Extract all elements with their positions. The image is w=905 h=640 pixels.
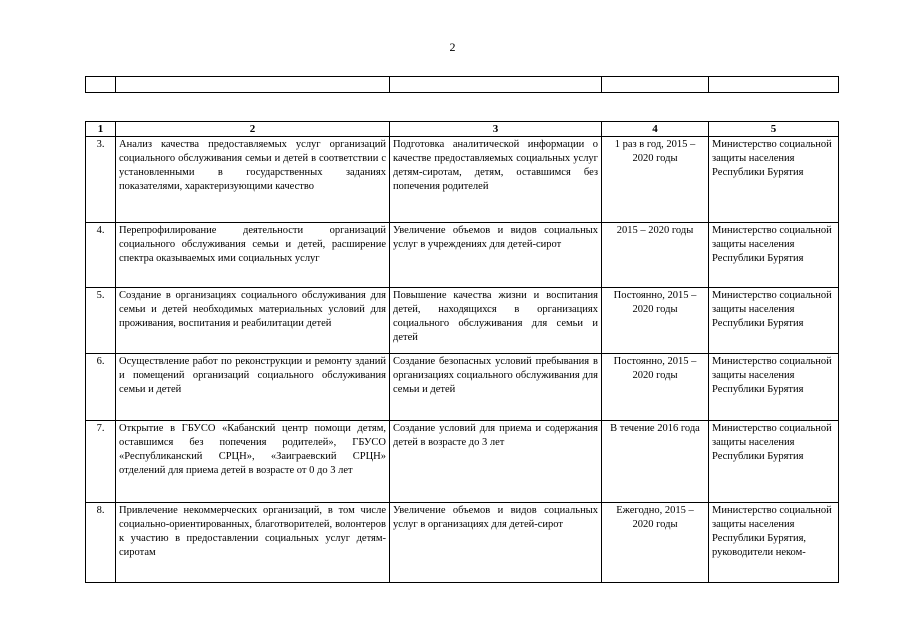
activity-cell: Открытие в ГБУСО «Кабанский центр помощи детям, оставшимся без попечения родителей», ГБУСО «Республиканский СРЦН», «Заиграевский СРЦН» отделений для приема детей в возрасте от 0 до 3 лет xyxy=(116,421,390,503)
table-row xyxy=(86,288,839,354)
empty-cell xyxy=(390,77,602,93)
column-number: 5 xyxy=(709,122,839,137)
column-number: 1 xyxy=(86,122,116,137)
activity-cell: Привлечение некоммерческих организаций, в том числе социально-ориентированных, благотворителей, волонтеров к участию в предоставлении социальных услуг детям-сиротам xyxy=(116,503,390,583)
column-number: 4 xyxy=(602,122,709,137)
activity-cell: Создание в организациях социального обслуживания для семьи и детей необходимых материальных условий для проживания, воспитания и реабилитации детей xyxy=(116,288,390,354)
result-cell: Создание безопасных условий пребывания в организациях социального обслуживания для семьи и детей xyxy=(390,354,602,421)
responsible-cell: Министерство социальной защиты населения Республики Бурятия xyxy=(709,223,839,288)
column-number-row xyxy=(86,122,839,137)
responsible-cell: Министерство социальной защиты населения Республики Бурятия xyxy=(709,421,839,503)
table-row xyxy=(86,223,839,288)
result-cell: Создание условий для приема и содержания детей в возрасте до 3 лет xyxy=(390,421,602,503)
table-row xyxy=(86,503,839,583)
row-number: 8. xyxy=(86,503,116,583)
page-number: 2 xyxy=(449,40,456,54)
row-number: 7. xyxy=(86,421,116,503)
row-number: 3. xyxy=(86,137,116,223)
activity-cell: Перепрофилирование деятельности организаций социального обслуживания семьи и детей, расширение спектра оказываемых ими социальных услуг xyxy=(116,223,390,288)
empty-row xyxy=(86,77,839,93)
result-cell: Увеличение объемов и видов социальных услуг в учреждениях для детей-сирот xyxy=(390,223,602,288)
column-number: 2 xyxy=(116,122,390,137)
column-number: 3 xyxy=(390,122,602,137)
empty-cell xyxy=(709,77,839,93)
result-cell: Повышение качества жизни и воспитания детей, находящихся в организациях социального обслуживания для семьи и детей xyxy=(390,288,602,354)
term-cell: Постоянно, 2015 – 2020 годы xyxy=(602,354,709,421)
row-number: 6. xyxy=(86,354,116,421)
responsible-cell: Министерство социальной защиты населения Республики Бурятия, руководители неком- xyxy=(709,503,839,583)
responsible-cell: Министерство социальной защиты населения Республики Бурятия xyxy=(709,137,839,223)
activity-cell: Анализ качества предоставляемых услуг организаций социального обслуживания семьи и детей в соответствии с установленными в государственных заданиях показателями, характеризующими качество xyxy=(116,137,390,223)
result-cell: Подготовка аналитической информации о качестве предоставляемых социальных услуг детям-сиротам, детям, оставшимся без попечения родителей xyxy=(390,137,602,223)
row-number: 4. xyxy=(86,223,116,288)
empty-cell xyxy=(86,77,116,93)
term-cell: Ежегодно, 2015 – 2020 годы xyxy=(602,503,709,583)
term-cell: В течение 2016 года xyxy=(602,421,709,503)
table-row xyxy=(86,354,839,421)
term-cell: Постоянно, 2015 – 2020 годы xyxy=(602,288,709,354)
row-number: 5. xyxy=(86,288,116,354)
table-row xyxy=(86,421,839,503)
activity-cell: Осуществление работ по реконструкции и ремонту зданий и помещений организаций социального обслуживания семьи и детей xyxy=(116,354,390,421)
responsible-cell: Министерство социальной защиты населения Республики Бурятия xyxy=(709,288,839,354)
measures-table xyxy=(85,121,839,583)
responsible-cell: Министерство социальной защиты населения Республики Бурятия xyxy=(709,354,839,421)
empty-cell xyxy=(116,77,390,93)
term-cell: 2015 – 2020 годы xyxy=(602,223,709,288)
empty-header-table xyxy=(85,76,839,93)
empty-cell xyxy=(602,77,709,93)
term-cell: 1 раз в год, 2015 – 2020 годы xyxy=(602,137,709,223)
table-row xyxy=(86,137,839,223)
result-cell: Увеличение объемов и видов социальных услуг в организациях для детей-сирот xyxy=(390,503,602,583)
